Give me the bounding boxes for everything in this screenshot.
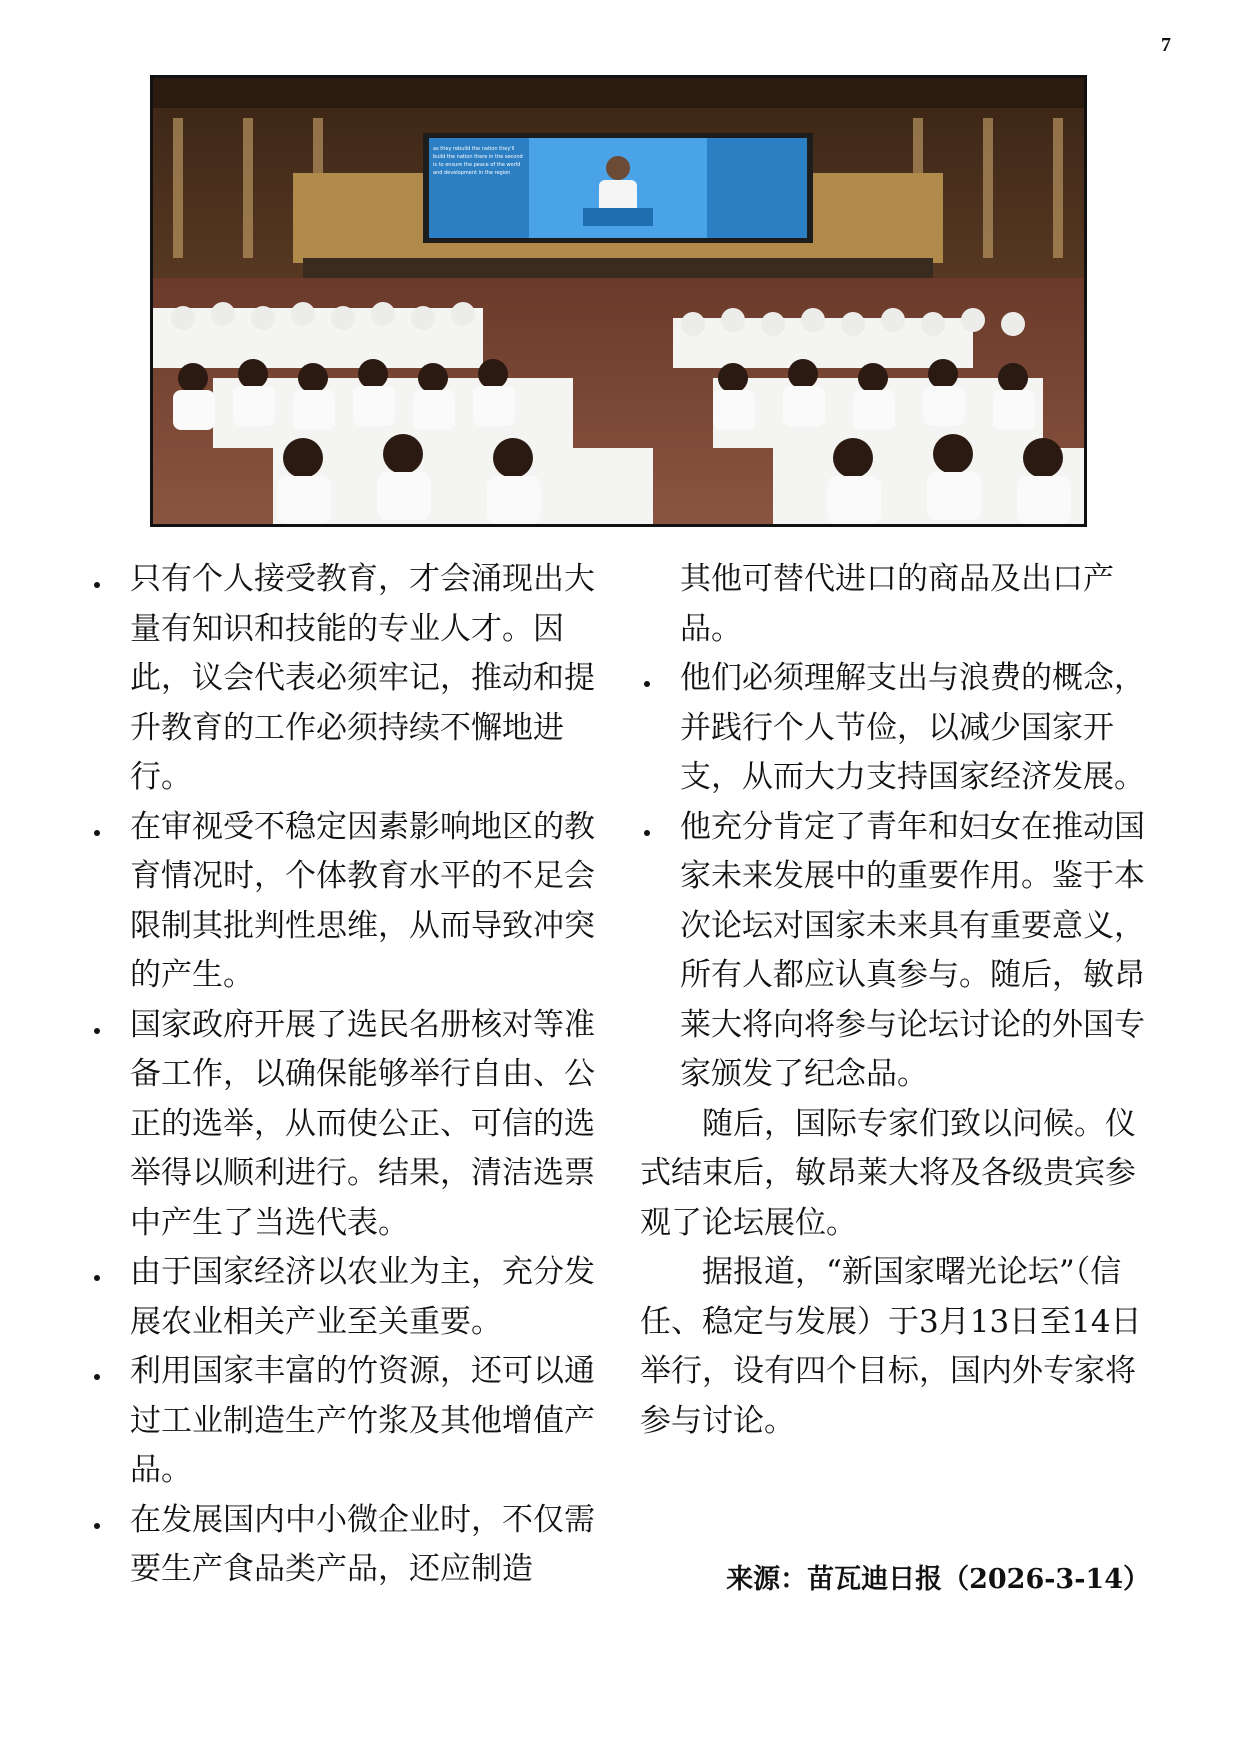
bullet-item: 利用国家丰富的竹资源，还可以通过工业制造生产竹浆及其他增值产品。 — [90, 1347, 610, 1496]
bullet-item: 在发展国内中小微企业时，不仅需要生产食品类产品，还应制造 — [90, 1496, 610, 1595]
conference-photo — [150, 75, 1087, 527]
left-column — [90, 555, 610, 1595]
bullet-list — [90, 555, 610, 1595]
bullet-list — [640, 654, 1160, 1100]
bullet-item: 只有个人接受教育，才会涌现出大量有知识和技能的专业人才。因此，议会代表必须牢记，推动和提升教育的工作必须持续不懈地进行。 — [90, 555, 610, 803]
right-column — [640, 555, 1160, 1446]
bullet-item: 在审视受不稳定因素影响地区的教育情况时，个体教育水平的不足会限制其批判性思维，从而导致冲突的产生。 — [90, 803, 610, 1001]
body-paragraph: 据报道，“新国家曙光论坛”（信任、稳定与发展）于3月13日至14日举行，设有四个目标，国内外专家将参与讨论。 — [640, 1254, 1142, 1439]
bullet-item: 国家政府开展了选民名册核对等准备工作，以确保能够举行自由、公正的选举，从而使公正、可信的选举得以顺利进行。结果，清洁选票中产生了当选代表。 — [90, 1001, 610, 1249]
body-paragraph: 随后，国际专家们致以问候。仪式结束后，敏昂莱大将及各级贵宾参观了论坛展位。 — [640, 1105, 1136, 1241]
screen-line: build the nation there in the second — [433, 154, 523, 160]
bullet-item: 他充分肯定了青年和妇女在推动国家未来发展中的重要作用。鉴于本次论坛对国家未来具有重要意义，所有人都应认真参与。随后，敏昂莱大将向将参与论坛讨论的外国专家颁发了纪念品。 — [640, 803, 1160, 1100]
screen-line: and development in the region — [433, 170, 511, 176]
bullet-item: 由于国家经济以农业为主，充分发展农业相关产业至关重要。 — [90, 1248, 610, 1347]
screen-line: is to ensure the peace of the world — [433, 162, 521, 168]
bullet-item: 他们必须理解支出与浪费的概念，并践行个人节俭，以减少国家开支，从而大力支持国家经济发展。 — [640, 654, 1160, 803]
source-credit: 来源：苗瓦迪日报（2026-3-14） — [726, 1564, 1150, 1595]
screen-line: as they rebuild the nation they'll — [433, 146, 515, 152]
conference-hall-image — [153, 78, 1084, 524]
page-number: 7 — [1161, 34, 1171, 56]
bullet-continuation: 其他可替代进口的商品及出口产品。 — [680, 561, 1114, 647]
